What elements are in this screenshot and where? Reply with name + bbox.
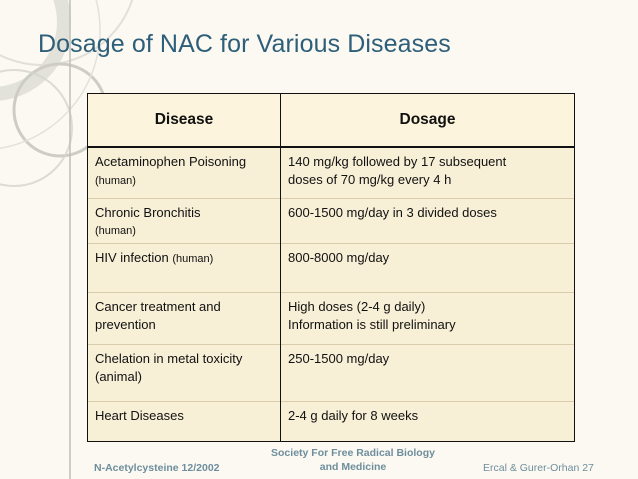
- dosage-line: 250-1500 mg/day: [288, 350, 390, 366]
- disease-name: HIV infection: [95, 249, 169, 265]
- dosage-cell: [281, 243, 575, 292]
- dosage-line: 2-4 g daily for 8 weeks: [288, 407, 419, 423]
- disease-qualifier: (human): [95, 175, 136, 187]
- table-row: [88, 198, 575, 243]
- disease-qualifier: (human): [95, 224, 136, 237]
- dosage-line: 600-1500 mg/day in 3 divided doses: [288, 204, 497, 220]
- disease-name: Heart Diseases: [95, 407, 184, 423]
- disease-cell: [88, 198, 281, 243]
- disease-qualifier: (human): [172, 252, 214, 265]
- dosage-line: 800-8000 mg/day: [288, 249, 390, 265]
- footer-organization-line1: Society For Free Radical Biology: [271, 447, 435, 459]
- disease-name: Cancer treatment and prevention: [95, 298, 221, 332]
- slide-title: Dosage of NAC for Various Diseases: [38, 30, 451, 58]
- dosage-line: Information is still preliminary: [288, 316, 456, 332]
- footer-organization-line2: and Medicine: [319, 461, 387, 473]
- disease-cell: [88, 401, 281, 441]
- disease-name: Acetaminophen Poisoning: [95, 154, 247, 169]
- header-disease: Disease: [88, 94, 281, 148]
- table-row: [88, 401, 575, 441]
- disease-cell: [88, 243, 281, 292]
- dosage-cell: [281, 401, 575, 441]
- disease-cell: [88, 147, 281, 198]
- table-row: [88, 292, 575, 344]
- dosage-cell: [281, 147, 575, 198]
- dosage-line: High doses (2-4 g daily): [288, 298, 426, 314]
- disease-cell: [88, 344, 281, 401]
- dosage-table: [87, 93, 575, 442]
- header-dosage: Dosage: [281, 94, 575, 148]
- footer-organization: [238, 446, 468, 474]
- footer-topic-date: N-Acetylcysteine 12/2002: [94, 462, 220, 474]
- dosage-line: doses of 70 mg/kg every 4 h: [288, 172, 452, 187]
- disease-name: Chronic Bronchitis: [95, 204, 201, 220]
- dosage-cell: [281, 344, 575, 401]
- dosage-cell: [281, 292, 575, 344]
- table-row: [88, 147, 575, 198]
- dosage-line: 140 mg/kg followed by 17 subsequent: [288, 154, 507, 169]
- disease-name: Chelation in metal toxicity (animal): [95, 350, 243, 384]
- footer-authors-page: Ercal & Gurer-Orhan 27: [483, 462, 594, 474]
- table-row: [88, 243, 575, 292]
- dosage-cell: [281, 198, 575, 243]
- table-header-row: [88, 94, 575, 148]
- table-row: [88, 344, 575, 401]
- disease-cell: [88, 292, 281, 344]
